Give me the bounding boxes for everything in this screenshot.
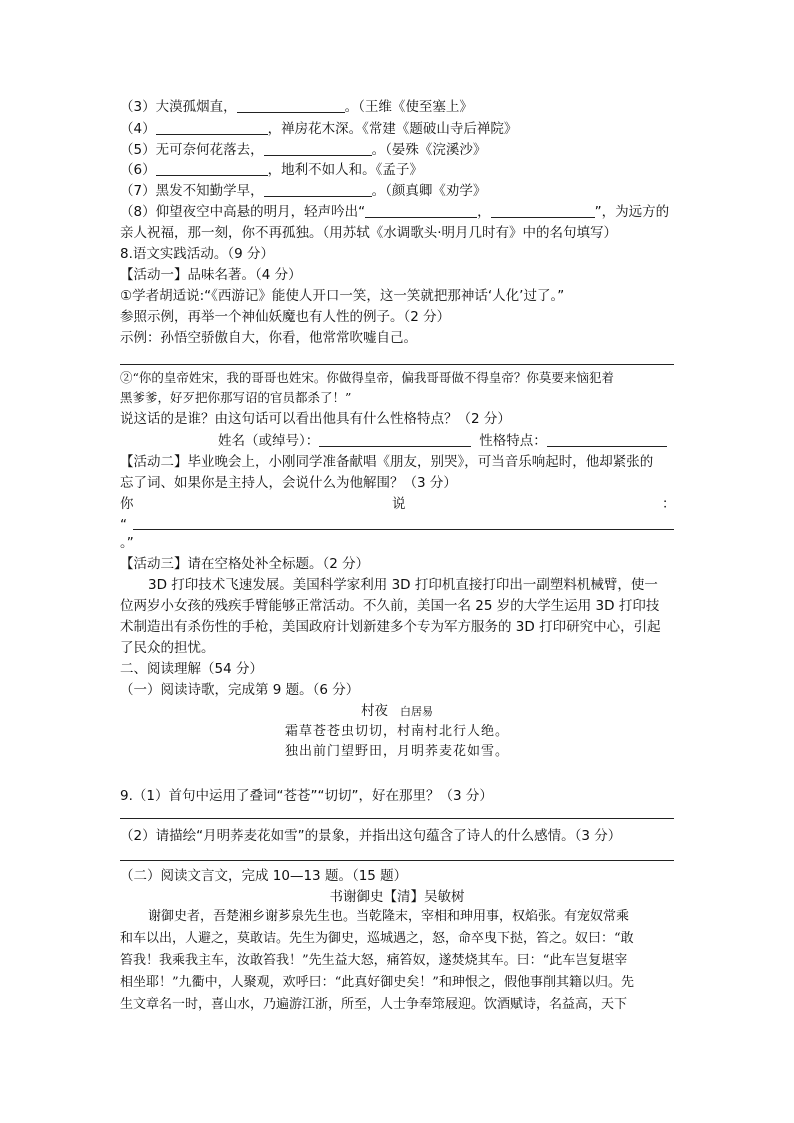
q7-line-7-text-b: 。（颜真卿《劝学》 — [371, 183, 487, 199]
q7-line-6 — [120, 161, 423, 179]
poem-author: 白居易 — [400, 705, 433, 718]
name-blank[interactable] — [319, 432, 471, 447]
name-label: 姓名（或绰号）： — [218, 433, 320, 449]
q8-title: 8.语文实践活动。（9 分） — [120, 246, 275, 262]
activity2-close-quote: 。” — [120, 535, 134, 551]
question9-part2: （2）请描绘“月明荞麦花如雪”的景象，并指出这句蕴含了诗人的什么感情。（3 分） — [120, 828, 622, 844]
poem-title: 村夜 — [361, 703, 388, 719]
answer-line[interactable] — [120, 860, 674, 861]
q7-line-8-text-b: ， — [477, 204, 491, 220]
section2-title: （二）阅读文言文，完成 10—13 题。（15 题） — [120, 868, 408, 884]
essay-line5: 生文章名一时，喜山水，乃遍游江浙，所至，人士争奉筇屐迎。饮酒赋诗，名益高，天下 — [120, 997, 628, 1012]
activity1-question2: 说这话的是谁？由这句话可以看出他具有什么性格特点？（2 分） — [120, 411, 511, 427]
answer-line[interactable] — [120, 364, 674, 365]
q7-line-7 — [120, 182, 486, 200]
activity1-example: 示例：孙悟空骄傲自大，你看，他常常吹嘘自己。 — [120, 330, 417, 346]
q7-line-8-text-c: ”，为远方的 — [594, 204, 670, 220]
q7-line-3-text-b: 。（王维《使至塞上》 — [344, 99, 473, 115]
activity2-open-quote: “ — [120, 517, 127, 533]
q7-line-8-cont: 亲人祝福，那一刻，你不再孤独。（用苏轼《水调歌头·明月几时有》中的名句填写） — [120, 225, 618, 241]
q7-line-5 — [120, 141, 486, 159]
answer-blank[interactable] — [264, 182, 372, 197]
q7-line-7-text-a: （7）黑发不知勤学早， — [120, 183, 264, 199]
q7-line-5-text-a: （5）无可奈何花落去， — [120, 142, 264, 158]
poem-heading — [120, 702, 674, 721]
q7-line-3 — [120, 98, 473, 116]
activity2-colon: ： — [662, 496, 676, 512]
q7-line-6-text-a: （6） — [120, 162, 156, 178]
activity2-text-line1: 【活动二】毕业晚会上，小刚同学准备献唱《朋友，别哭》，可当音乐响起时，他却紧张的 — [120, 454, 654, 470]
activity3-paragraph-line1: 3D 打印技术飞速发展。美国科学家利用 3D 打印机直接打印出一副塑料机械臂，使一 — [148, 577, 658, 593]
trait-blank[interactable] — [547, 432, 667, 447]
answer-blank[interactable] — [264, 141, 372, 156]
essay-title: 书谢御史【清】吴敏树 — [329, 889, 465, 905]
answer-line[interactable] — [133, 529, 674, 530]
poem-line2: 独出前门望野田，月明荞麦花如雪。 — [284, 744, 509, 759]
q7-line-4-text-b: ，禅房花木深。《常建《题破山寺后禅院》 — [267, 121, 518, 137]
q7-line-4-text-a: （4） — [120, 121, 156, 137]
answer-blank[interactable] — [156, 161, 268, 176]
activity1-title: 【活动一】品味名著。（4 分） — [120, 267, 302, 283]
q7-line-5-text-b: 。（晏殊《浣溪沙》 — [371, 142, 487, 158]
essay-line3: 笞我！我乘我主车，汝敢笞我！”先生益大怒，痛笞奴，遂焚烧其车。曰：“此车岂复堪宰 — [120, 953, 628, 968]
activity3-paragraph-line4: 了民众的担忧。 — [120, 640, 215, 656]
answer-blank[interactable] — [491, 203, 595, 218]
activity1-question1: ①学者胡适说:“《西游记》能使人开口一笑，这一笑就把那神话‘人化’过了。” — [120, 288, 565, 304]
essay-line4: 相坐耶！”九衢中，人聚观，欢呼曰：“此真好御史矣！”和珅恨之，假他事削其籍以归。先 — [120, 975, 634, 990]
q7-line-3-text-a: （3）大漠孤烟直， — [120, 99, 237, 115]
activity3-paragraph-line3: 术制造出有杀伤性的手枪，美国政府计划新建多个专为军方服务的 3D 打印研究中心，引起 — [120, 619, 661, 635]
answer-blank[interactable] — [365, 203, 477, 218]
activity3-title: 【活动三】请在空格处补全标题。（2 分） — [120, 556, 370, 572]
question9-part1: 9.（1）首句中运用了叠词“苍苍”“切切”，好在那里？（3 分） — [120, 788, 493, 804]
section1-title: （一）阅读诗歌，完成第 9 题。（6 分） — [120, 682, 360, 698]
q7-line-8 — [120, 203, 669, 221]
answer-blank[interactable] — [156, 120, 268, 135]
part2-title: 二、阅读理解（54 分） — [120, 661, 263, 677]
activity3-paragraph-line2: 位两岁小女孩的残疾手臂能够正常活动。不久前，美国一名 25 岁的大学生运用 3D 打印技 — [120, 598, 660, 614]
q7-line-6-text-b: ，地利不如人和。《孟子》 — [267, 162, 423, 178]
essay-line2: 和车以出，人避之，莫敢诘。先生为御史，巡城遇之，怒，命卒曳下挞，笞之。奴曰：“敢 — [120, 931, 634, 946]
activity1-quote-line2: 黑爹爹，好歹把你那写诏的官员都杀了！” — [120, 390, 352, 405]
trait-label: 性格特点： — [479, 433, 547, 449]
activity1-answer-row — [218, 432, 667, 450]
poem-line1: 霜草苍苍虫切切，村南村北行人绝。 — [284, 724, 509, 739]
activity2-you: 你 — [120, 496, 134, 512]
activity1-question1-instruction: 参照示例，再举一个神仙妖魔也有人性的例子。（2 分） — [120, 309, 451, 325]
answer-line[interactable] — [120, 818, 674, 819]
q7-line-8-text-a: （8）仰望夜空中高悬的明月，轻声吟出“ — [120, 204, 366, 220]
q7-line-4 — [120, 120, 517, 138]
activity2-say: 说 — [392, 496, 406, 512]
essay-line1: 谢御史者，吾楚湘乡谢芗泉先生也。当乾隆末，宰相和珅用事，权焰张。有宠奴常乘 — [148, 909, 630, 924]
activity2-text-line2: 忘了词、如果你是主持人，会说什么为他解围？（3 分） — [120, 475, 457, 491]
activity1-quote-line1: ②“你的皇帝姓宋，我的哥哥也姓宋。你做得皇帝，偏我哥哥做不得皇帝？你莫要来恼犯着 — [120, 370, 614, 385]
answer-blank[interactable] — [237, 98, 345, 113]
